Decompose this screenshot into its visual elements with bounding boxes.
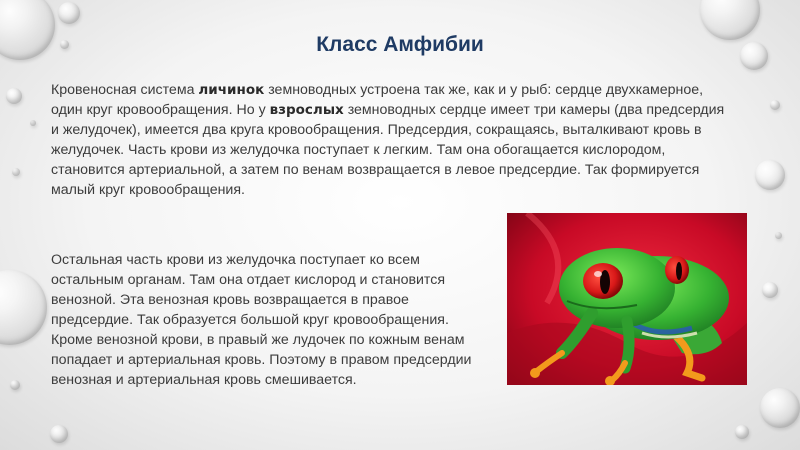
highlight-adults: взрослых	[269, 102, 344, 118]
paragraph-text: земноводных устроена так же, как и у рыб: сердце двухкамерное, один круг кровообращения. Но у	[51, 82, 704, 118]
water-drop	[735, 425, 749, 439]
water-drop	[30, 120, 36, 126]
water-drop	[50, 425, 68, 443]
paragraph-adult-circulation	[51, 80, 731, 200]
water-drop	[775, 232, 782, 239]
highlight-larvae: личинок	[198, 82, 265, 98]
water-drop	[760, 388, 800, 428]
frog-photo-icon	[507, 213, 747, 385]
water-drop	[6, 88, 22, 104]
water-drop	[10, 380, 20, 390]
water-drop	[58, 2, 80, 24]
water-drop	[770, 100, 780, 110]
paragraph-text: Кровеносная система	[51, 82, 199, 98]
water-drop	[755, 160, 785, 190]
paragraph-text: земноводных сердце имеет три камеры (два предсердия и желудочек), имеется два круга кровообращения. Предсердия, сокращаясь, выталкивают кровь в желудочек. Часть крови из желудочка поступает к легким. Там она обогащается кислородом, становится артериальной, а затем по венам возвращается в левое предсердие. Так формируется малый круг кровообращения.	[51, 102, 725, 198]
water-drop	[0, 270, 47, 345]
slide-title: Класс Амфибии	[316, 33, 484, 56]
water-drop	[762, 282, 778, 298]
water-drop	[12, 168, 20, 176]
paragraph-systemic-circulation: Остальная часть крови из желудочка поступает ко всем остальным органам. Там она отдает кислород и становится венозной. Эта венозная кровь возвращается в правое предсердие. Так образуется большой круг кровообращения. Кроме венозной крови, в правый же лудочек по кожным венам попадает и артериальная кровь. Поэтому в правом предсердии венозная и артериальная кровь смешивается.	[51, 252, 472, 388]
